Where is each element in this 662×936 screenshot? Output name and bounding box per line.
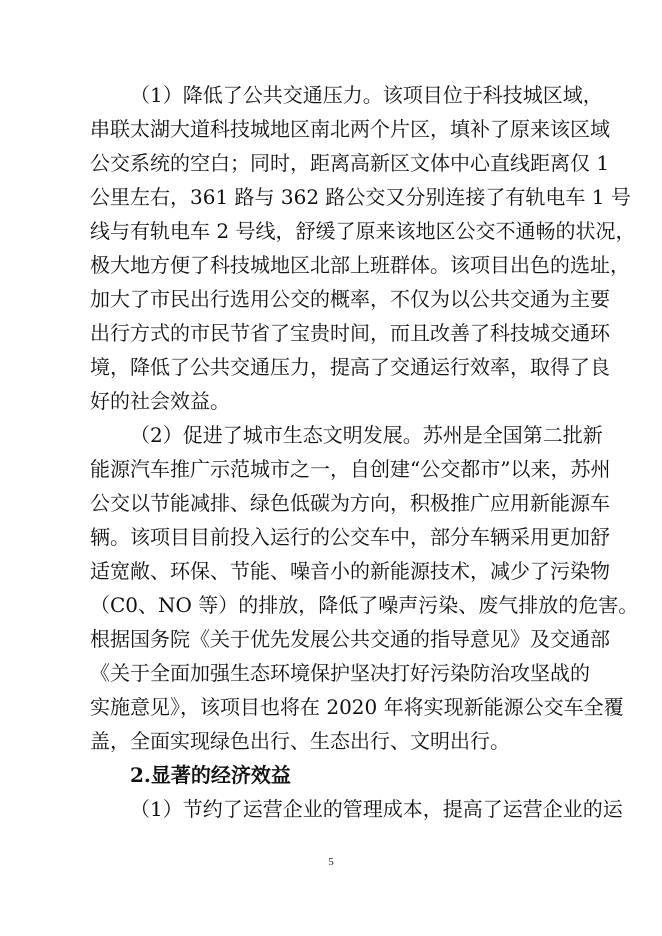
paragraph-1-line-3: 公交系统的空白；同时，距离高新区文体中心直线距离仅 1 — [90, 151, 610, 175]
section-heading: 2.显著的经济效益 — [130, 763, 291, 787]
paragraph-1-line-9: 境，降低了公共交通压力，提高了交通运行效率，取得了良 — [90, 355, 610, 379]
paragraph-1-line-7: 加大了市民出行选用公交的概率，不仅为以公共交通为主要 — [90, 287, 610, 311]
paragraph-2-line-5: 适宽敞、环保、节能、噪音小的新能源技术，减少了污染物 — [90, 559, 610, 583]
paragraph-1-line-4: 公里左右，361 路与 362 路公交又分别连接了有轨电车 1 号 — [90, 185, 631, 209]
paragraph-2-line-8: 《关于全面加强生态环境保护坚决打好污染防治攻坚战的 — [90, 661, 590, 685]
paragraph-1-line-2: 串联太湖大道科技城地区南北两个片区，填补了原来该区域 — [90, 117, 610, 141]
paragraph-1-line-1: （1）降低了公共交通压力。该项目位于科技城区域， — [130, 83, 603, 107]
paragraph-2-line-6: （C0、NO 等）的排放，降低了噪声污染、废气排放的危害。 — [90, 593, 639, 617]
paragraph-3-line-1: （1）节约了运营企业的管理成本，提高了运营企业的运 — [130, 797, 623, 821]
page-number: 5 — [328, 856, 334, 868]
paragraph-2-line-2: 能源汽车推广示范城市之一，自创建“公交都市”以来，苏州 — [90, 457, 611, 481]
paragraph-1-line-5: 线与有轨电车 2 号线，舒缓了原来该地区公交不通畅的状况， — [90, 219, 636, 243]
paragraph-2-line-3: 公交以节能减排、绿色低碳为方向，积极推广应用新能源车 — [90, 491, 610, 515]
paragraph-2-line-1: （2）促进了城市生态文明发展。苏州是全国第二批新 — [130, 423, 603, 447]
paragraph-2-line-7: 根据国务院《关于优先发展公共交通的指导意见》及交通部 — [90, 627, 610, 651]
paragraph-2-line-10: 盖，全面实现绿色出行、生态出行、文明出行。 — [90, 729, 510, 753]
paragraph-1-line-8: 出行方式的市民节省了宝贵时间，而且改善了科技城交通环 — [90, 321, 610, 345]
paragraph-1-line-10: 好的社会效益。 — [90, 389, 230, 413]
paragraph-1-line-6: 极大地方便了科技城地区北部上班群体。该项目出色的选址， — [90, 253, 630, 277]
paragraph-2-line-9: 实施意见》，该项目也将在 2020 年将实现新能源公交车全覆 — [90, 695, 624, 719]
paragraph-2-line-4: 辆。该项目目前投入运行的公交车中，部分车辆采用更加舒 — [90, 525, 610, 549]
